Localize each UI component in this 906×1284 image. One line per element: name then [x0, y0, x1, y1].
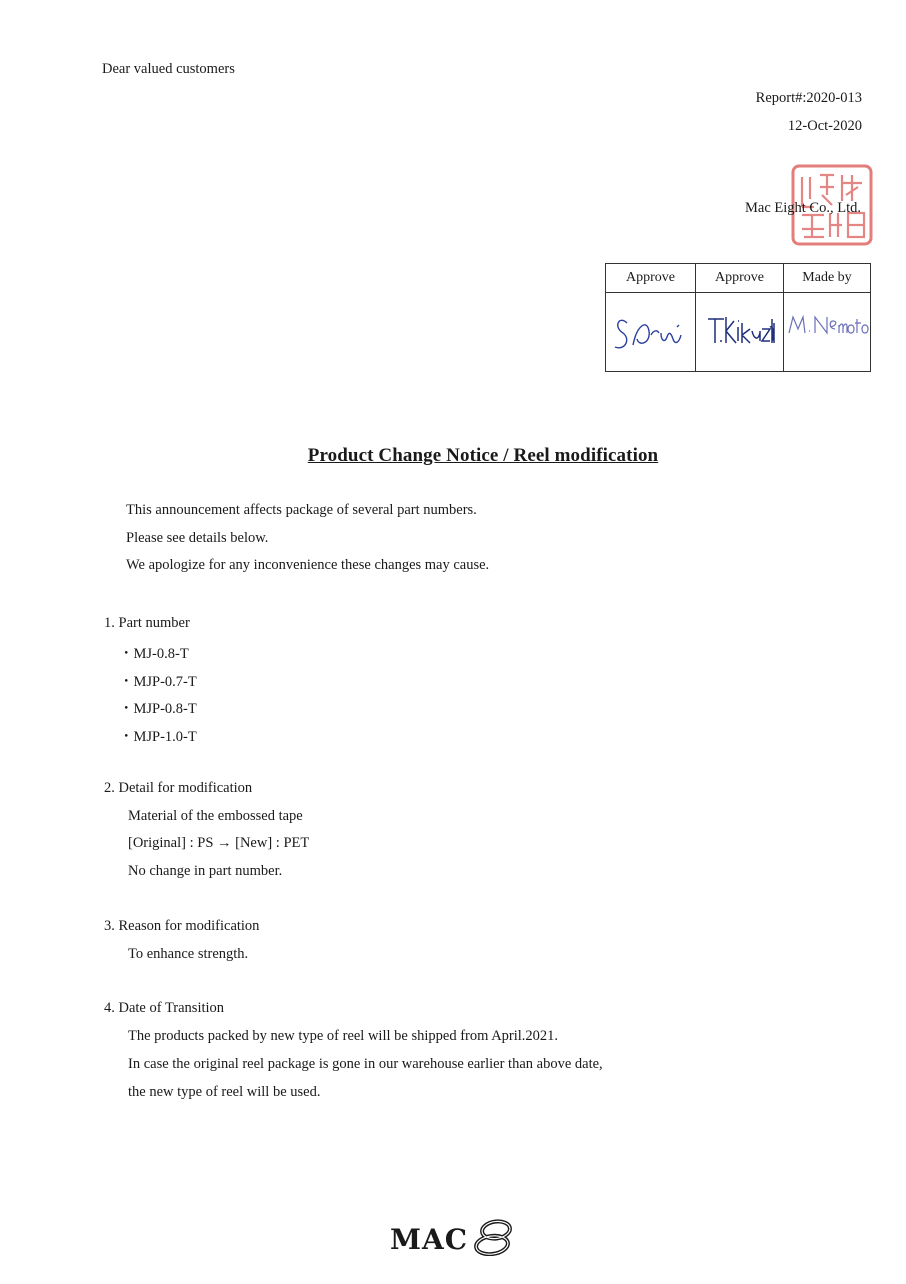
transition-line-1: The products packed by new type of reel will be shipped from April.2021. — [128, 1028, 559, 1044]
signature-2-image — [700, 305, 780, 355]
mac8-logo — [388, 1218, 518, 1256]
reason-line-1: To enhance strength. — [128, 946, 249, 962]
approval-header-3: Made by — [784, 264, 871, 293]
signature-cell-3 — [784, 293, 871, 372]
section-2-heading: 2. Detail for modification — [104, 780, 253, 796]
section-1-heading: 1. Part number — [104, 615, 190, 631]
intro-line-2: Please see details below. — [126, 530, 269, 546]
section-3-heading: 3. Reason for modification — [104, 918, 260, 934]
approval-table — [605, 263, 871, 372]
signature-3-image — [785, 305, 869, 355]
part-number-item: ・MJP-0.7-T — [119, 674, 197, 690]
detail-line-3: No change in part number. — [128, 863, 283, 879]
signature-1-image — [611, 305, 691, 355]
signature-cell-2 — [696, 293, 784, 372]
document-title: Product Change Notice / Reel modification — [307, 445, 659, 466]
part-number-item: ・MJ-0.8-T — [119, 646, 189, 662]
section-4-heading: 4. Date of Transition — [104, 1000, 225, 1016]
detail-line-1: Material of the embossed tape — [128, 808, 303, 824]
svg-text:MAC: MAC — [390, 1223, 469, 1256]
signature-cell-1 — [606, 293, 696, 372]
detail-line-2: [Original] : PS → [New] : PET — [128, 835, 310, 851]
part-number-item: ・MJP-1.0-T — [119, 729, 197, 745]
intro-line-1: This announcement affects package of several part numbers. — [126, 502, 477, 518]
transition-line-2: In case the original reel package is gone in our warehouse earlier than above date, — [128, 1056, 603, 1072]
transition-line-3: the new type of reel will be used. — [128, 1084, 321, 1100]
approval-header-1: Approve — [606, 264, 696, 293]
part-number-item: ・MJP-0.8-T — [119, 701, 197, 717]
greeting: Dear valued customers — [102, 61, 235, 77]
approval-header-2: Approve — [696, 264, 784, 293]
report-number: Report#:2020-013 — [755, 90, 862, 106]
company-name: Mac Eight Co., Ltd. — [745, 200, 861, 216]
report-date: 12-Oct-2020 — [787, 118, 862, 134]
intro-line-3: We apologize for any inconvenience these changes may cause. — [126, 557, 490, 573]
